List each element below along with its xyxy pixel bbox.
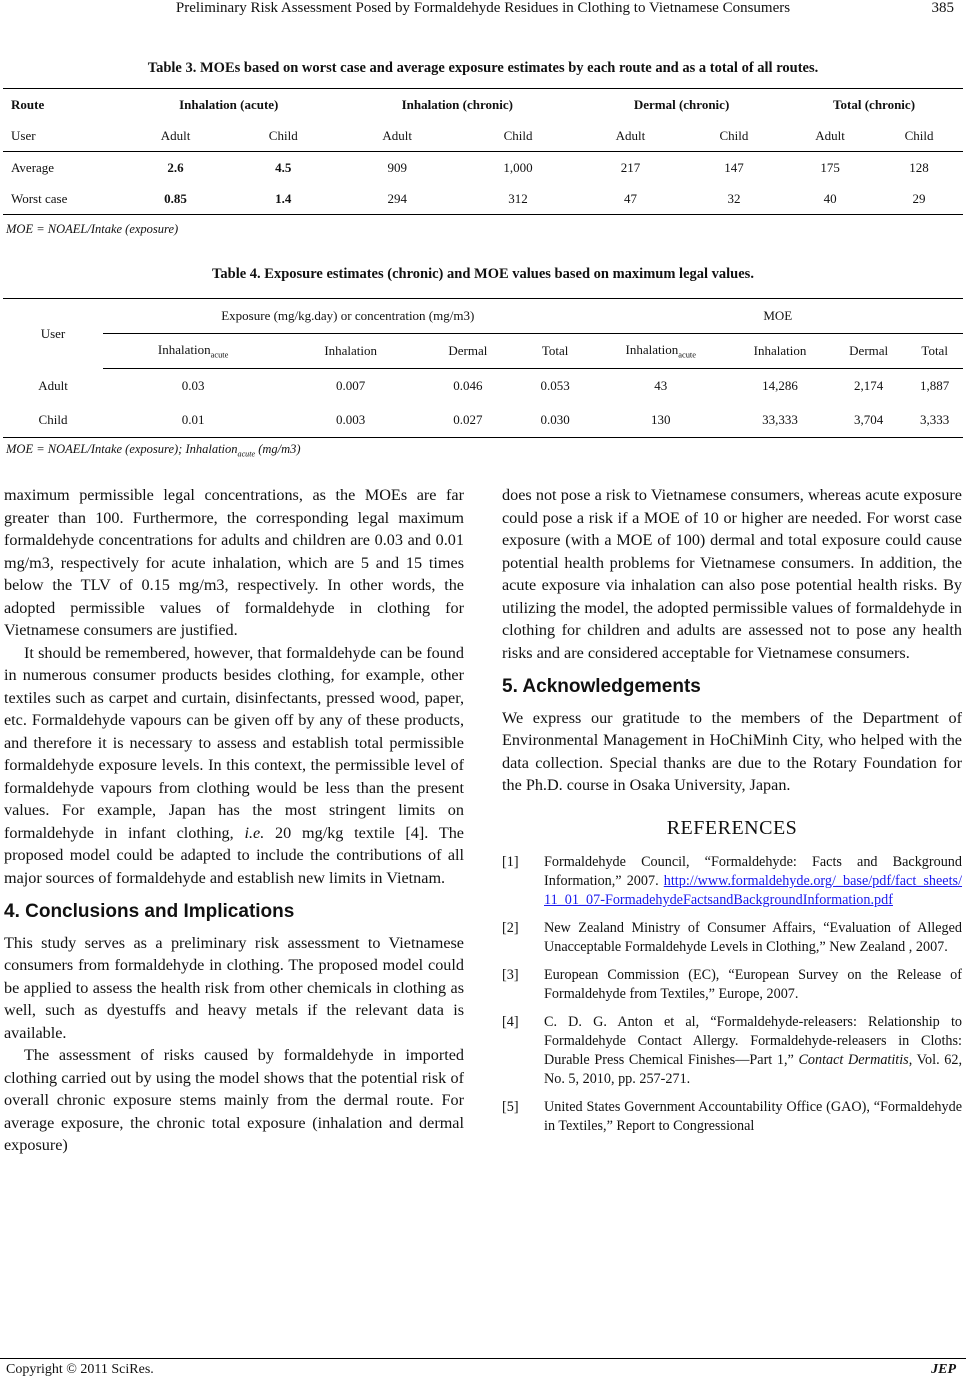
table4-cell: 14,286 (762, 378, 798, 393)
footer (0, 1362, 966, 1384)
table4-col: Inhalation$_{acute}$ (103, 334, 283, 369)
table-row (3, 369, 963, 404)
table3-user: Child (458, 120, 578, 152)
table3-cell: 47 (623, 190, 637, 206)
table3-user: Adult (578, 120, 683, 152)
table3-cell: 128 (909, 159, 929, 175)
table3-cell: 0.85 (164, 190, 187, 206)
table-row (3, 403, 963, 438)
table4-cell: 0.003 (336, 412, 366, 427)
table4-note: MOE = NOAEL/Intake (exposure); Inhalation$_{acute}$ (mg/m3) (6, 442, 301, 459)
section-heading-acknowledgements: 5. Acknowledgements (502, 676, 701, 697)
paragraph: The assessment of risks caused by formaldehyde in imported clothing carried out by using the model shows that the potential risk of overall chronic exposure stems mainly from the dermal route. For average exposure, the chronic total exposure (inhalation and dermal exposure) (4, 1046, 464, 1154)
table3-caption: Table 3. MOEs based on worst case and average exposure estimates by each route and as a total of all routes. (147, 60, 819, 76)
reference-number: [1] (502, 854, 519, 870)
reference-text: C. D. G. Anton et al, “Formaldehyde-releasers: Relationship to Formaldehyde Contact Allergy. Formaldehyde-releasers in Cloths: Durable Press Chemical Finishes—Part 1,” Contact Dermatitis, Vol. 62, No. 5, 2010, pp. 257-271. (544, 1014, 962, 1087)
table3-row-label: Average (11, 159, 55, 175)
table4-col: Total (906, 334, 963, 369)
table3-route-dermal: Dermal (chronic) (633, 96, 730, 112)
table3-cell: 32 (727, 190, 741, 206)
page-number: 385 (931, 0, 954, 16)
table3-cell: 312 (508, 190, 528, 206)
copyright: Copyright © 2011 SciRes. (6, 1362, 154, 1377)
section-heading-conclusions: 4. Conclusions and Implications (4, 901, 295, 922)
table4-cell: 3,704 (854, 412, 884, 427)
table4-caption: Table 4. Exposure estimates (chronic) and MOE values based on maximum legal values. (212, 266, 754, 282)
paragraph: This study serves as a preliminary risk assessment to Vietnamese consumers from formaldehyde in clothing. The proposed model could be applied to assess the health risk from other chemicals in clothing as well, such as dyestuffs and heavy metals if the relevant data is available. (4, 933, 464, 1042)
table3-cell: 217 (620, 159, 641, 175)
footer-rule (0, 1358, 966, 1359)
table3-user: Child (683, 120, 785, 152)
table4-cell: 33,333 (762, 412, 798, 427)
table3-user: Child (230, 120, 336, 152)
reference-link[interactable]: http://www.formaldehyde.org/_base/pdf/fact_sheets/11_01_07-FormadehydeFactsandBackgroundInformation.pdf (544, 873, 963, 908)
paragraph: maximum permissible legal concentrations, as the MOEs are far greater than 100. Furthermore, the corresponding legal maximum formaldehyde concentrations for adults and children are 0.03 and 0.01 mg/m3, respectively for acute inhalation, which are 5 and 15 times below the TLV of 0.15 mg/m3, respectively. In other words, the adopted permissible values of formaldehyde in clothing for Vietnamese consumers are justified. (4, 486, 464, 639)
reference-number: [5] (502, 1099, 519, 1115)
table3-cell: 29 (912, 190, 926, 206)
journal-abbreviation: JEP (931, 1362, 956, 1377)
table3-cell: 1.4 (275, 190, 292, 206)
reference-item (502, 966, 962, 1004)
left-column (4, 484, 464, 1157)
table4-cell: 3,333 (920, 412, 950, 427)
running-title: Preliminary Risk Assessment Posed by Formaldehyde Residues in Clothing to Vietnamese Consumers (175, 0, 791, 16)
reference-number: [3] (502, 967, 519, 983)
table4-col: Inhalation (283, 334, 418, 369)
reference-text: European Commission (EC), “European Survey on the Release of Formaldehyde from Textiles,” Europe, 2007. (544, 967, 962, 1002)
table4-cell: 0.03 (181, 378, 205, 393)
table3-cell: 2.6 (167, 159, 184, 175)
references-heading: REFERENCES (666, 816, 798, 839)
table3-user: Child (875, 120, 963, 152)
reference-item (502, 1098, 962, 1136)
table4-cell: 1,887 (920, 378, 950, 393)
table4-column-row (3, 334, 963, 369)
table3-route-total: Total (chronic) (833, 96, 916, 112)
table3 (3, 88, 963, 215)
table4-col: Dermal (418, 334, 518, 369)
reference-item (502, 919, 962, 957)
table3-row-label: Worst case (11, 190, 68, 206)
table4-cell: 0.030 (540, 412, 570, 427)
table4-col: Inhalation (729, 334, 831, 369)
reference-item (502, 853, 962, 910)
table3-cell: 4.5 (275, 159, 292, 175)
table4-cell: 0.046 (453, 378, 483, 393)
table3-cell: 40 (823, 190, 837, 206)
table3-route-row (3, 89, 963, 121)
table3-user: Adult (336, 120, 458, 152)
table-row (3, 152, 963, 184)
reference-number: [2] (502, 920, 519, 936)
reference-number: [4] (502, 1014, 519, 1030)
table3-cell: 175 (820, 159, 840, 175)
table4-col: Total (518, 334, 593, 369)
table3-cell: 294 (387, 190, 407, 206)
table4-cell: 0.053 (540, 378, 570, 393)
table4 (3, 298, 963, 438)
table3-route-inh-acute: Inhalation (acute) (179, 96, 279, 112)
table3-cell: 909 (387, 159, 407, 175)
table3-user: Adult (785, 120, 875, 152)
table-row (3, 183, 963, 215)
paragraph: We express our gratitude to the members of the Department of Environmental Management in HoChiMinh City, who helped with the data collection. Special thanks are due to the Rotary Foundation for the Ph.D. course in Osaka University, Japan. (502, 708, 962, 794)
table4-cell: 0.027 (453, 412, 483, 427)
paragraph: It should be remembered, however, that formaldehyde can be found in numerous consumer products besides clothing, for example, other textiles such as carpet and curtain, disinfectants, pressed wood, paper, etc. Formaldehyde vapours can be given off by any of these products, and therefore it is necessary to assess and establish total permissible formaldehyde exposure levels. In this context, the permissible level of formaldehyde vapours from clothing would be less than the present values. For example, Japan has the most stringent limits on formaldehyde in infant clothing, i.e. 20 mg/kg textile [4]. The proposed model could be adapted to include the contributions of all major sources of formaldehyde and establish new limits in Vietnam. (4, 643, 464, 887)
table3-note: MOE = NOAEL/Intake (exposure) (6, 222, 179, 236)
table3-cell: 1,000 (503, 159, 533, 175)
table3-user: Adult (121, 120, 230, 152)
reference-item (502, 1013, 962, 1089)
table3-user-label: User (3, 120, 121, 152)
table4-cell: 0.007 (336, 378, 366, 393)
table4-group-row (3, 299, 963, 334)
table4-cell: 43 (654, 378, 668, 393)
table4-col: Dermal (831, 334, 906, 369)
table4-group-exposure (103, 299, 593, 334)
table4-row-label: Adult (38, 377, 68, 393)
table4-col: Inhalation$_{acute}$ (593, 334, 729, 369)
table3-route-label: Route (11, 96, 45, 112)
table4-cell: 2,174 (854, 378, 884, 393)
table4-user-label: User (40, 325, 66, 341)
table4-group-exposure-text: Exposure (mg/kg.day) or concentration (mg/m3) (221, 308, 475, 323)
reference-text: Formaldehyde Council, “Formaldehyde: Facts and Background Information,” 2007. (544, 854, 962, 889)
running-header (0, 0, 966, 24)
reference-text: United States Government Accountability Office (GAO), “Formaldehyde in Textiles,” Report to Congressional (544, 1099, 962, 1134)
table4-group-moe: MOE (593, 299, 963, 334)
paragraph: does not pose a risk to Vietnamese consumers, whereas acute exposure could pose a risk if a MOE of 10 or higher are needed. For worst case exposure (with a MOE of 100) dermal and total exposure could cause potential health problems for Vietnamese consumers. In addition, the acute exposure via inhalation can also pose potential health risks. By utilizing the model, the adopted permissible values of formaldehyde in clothing for children and adults are assessed not to pose any health risks and are considered acceptable for Vietnamese consumers. (502, 486, 962, 662)
table4-row-label: Child (38, 412, 68, 427)
right-column (502, 484, 962, 1145)
table4-cell: 130 (651, 412, 671, 427)
table4-cell: 0.01 (181, 412, 205, 427)
table3-route-inh-chronic: Inhalation (chronic) (401, 96, 513, 112)
table3-user-row (3, 120, 963, 152)
reference-text: New Zealand Ministry of Consumer Affairs, “Evaluation of Alleged Unacceptable Formaldehyde Levels in Clothing,” New Zealand , 2007. (544, 920, 962, 955)
table3-cell: 147 (724, 159, 744, 175)
